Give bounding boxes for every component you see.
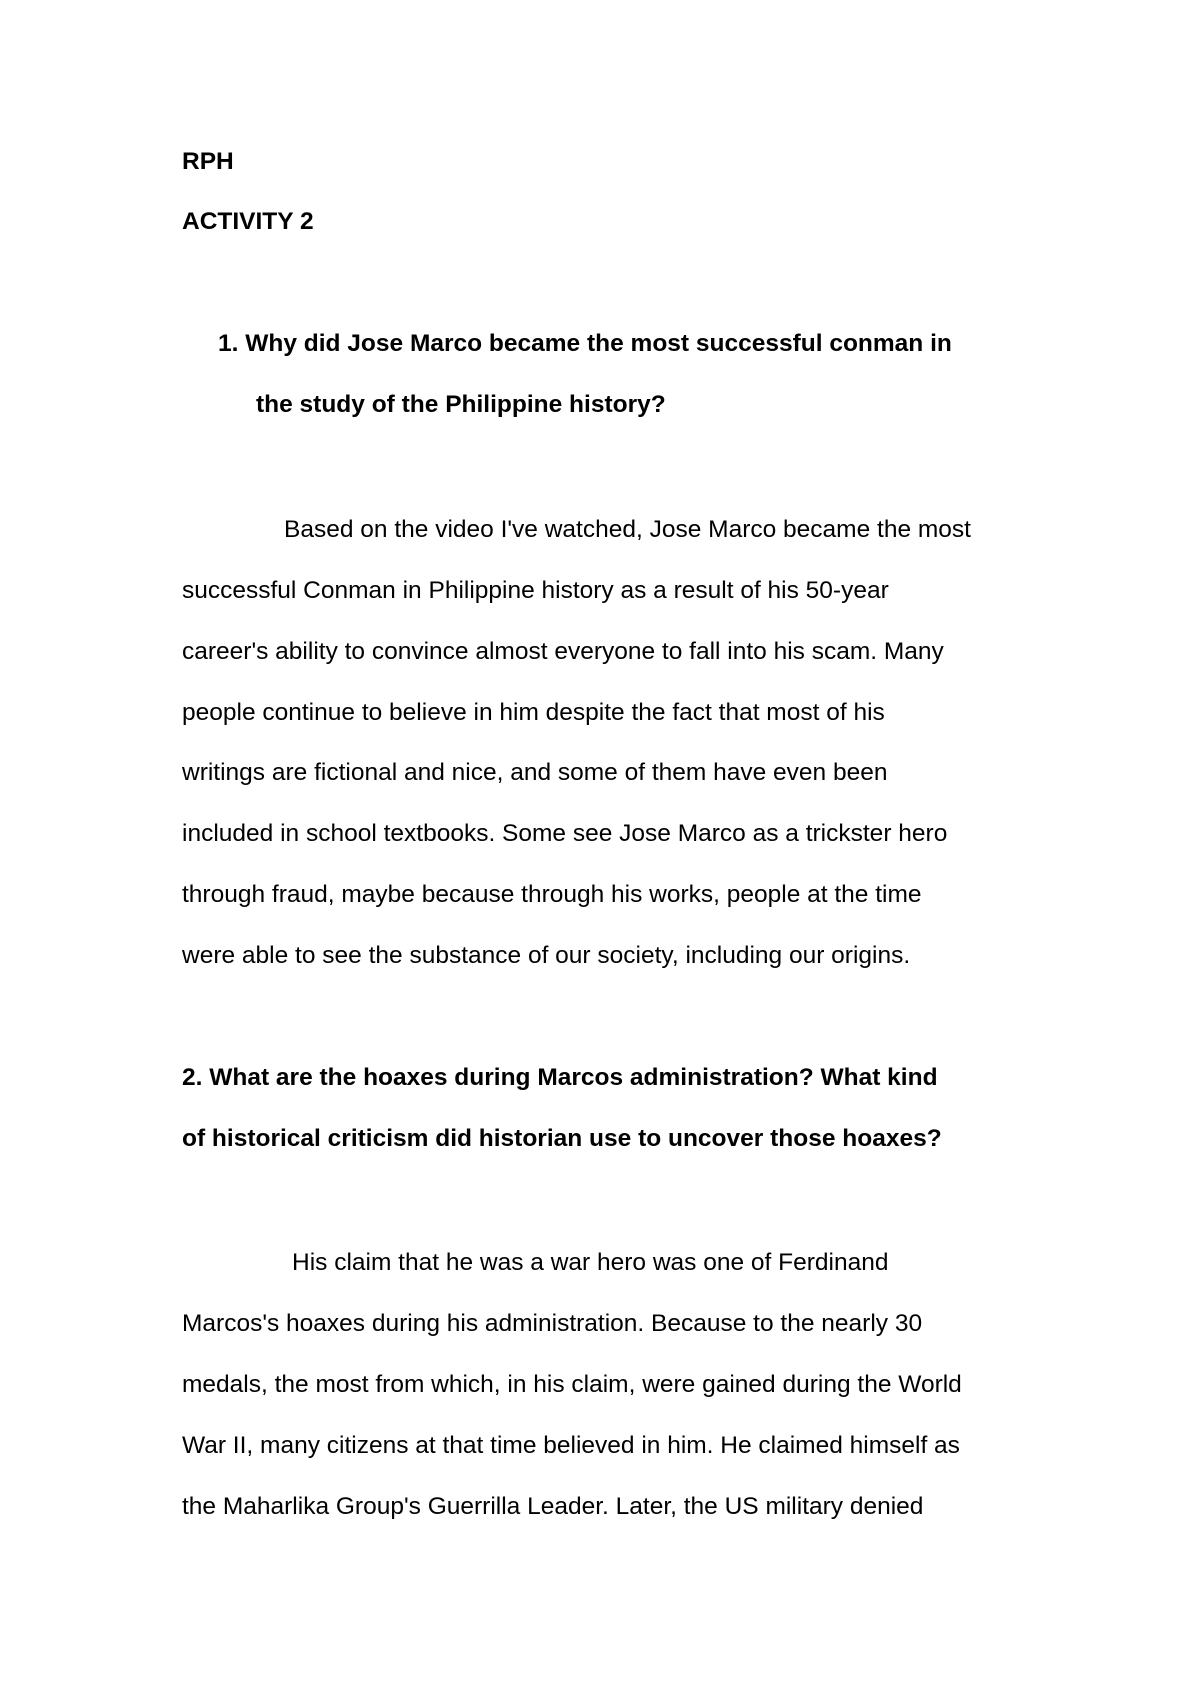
question-1-line: the study of the Philippine history? [256, 391, 666, 418]
answer-1-line: career's ability to convince almost everyone to fall into his scam. Many [182, 638, 944, 665]
answer-1-line: Based on the video I've watched, Jose Marco became the most [284, 516, 971, 543]
answer-2-line: medals, the most from which, in his claim, were gained during the World [182, 1371, 962, 1398]
answer-1-line: people continue to believe in him despite the fact that most of his [182, 699, 885, 726]
answer-2-line: His claim that he was a war hero was one of Ferdinand [292, 1249, 889, 1276]
question-2-line: 2. What are the hoaxes during Marcos administration? What kind [182, 1064, 938, 1091]
question-2-line: of historical criticism did historian use to uncover those hoaxes? [182, 1125, 942, 1152]
activity-heading: ACTIVITY 2 [182, 208, 314, 235]
subject-heading: RPH [182, 148, 234, 175]
answer-2-line: Marcos's hoaxes during his administration. Because to the nearly 30 [182, 1310, 923, 1337]
answer-2-line: the Maharlika Group's Guerrilla Leader. Later, the US military denied [182, 1493, 924, 1520]
answer-1-line: successful Conman in Philippine history as a result of his 50-year [182, 577, 889, 604]
answer-1-line: were able to see the substance of our society, including our origins. [182, 942, 911, 969]
answer-2-line: War II, many citizens at that time believed in him. He claimed himself as [182, 1432, 960, 1459]
question-1-line: 1. Why did Jose Marco became the most successful conman in [218, 330, 952, 357]
answer-1-line: through fraud, maybe because through his works, people at the time [182, 881, 922, 908]
answer-1-line: writings are fictional and nice, and some of them have even been [182, 759, 888, 786]
answer-1-line: included in school textbooks. Some see Jose Marco as a trickster hero [182, 820, 948, 847]
